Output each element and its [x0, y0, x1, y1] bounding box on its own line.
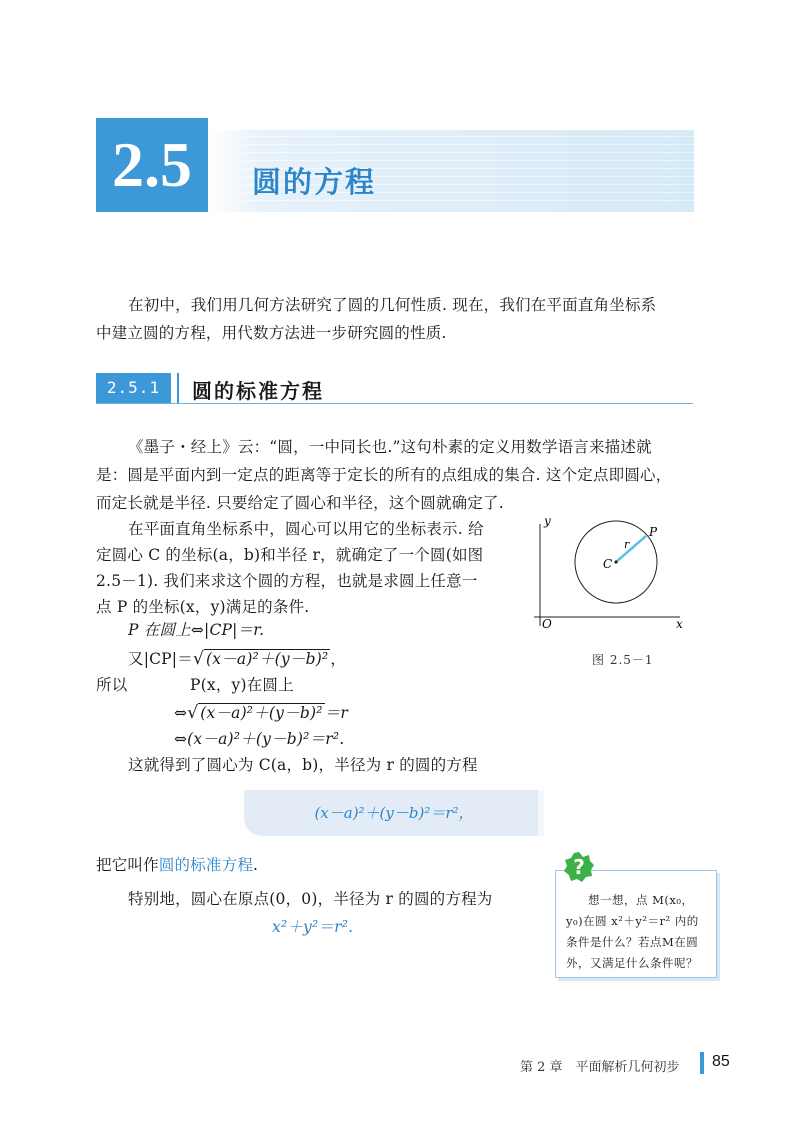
x-label: x	[676, 617, 683, 630]
center-point	[614, 560, 617, 563]
subsection-divider	[177, 373, 179, 403]
circle-figure	[520, 510, 700, 630]
think-line-4: 外，又满足什么条件呢？	[566, 956, 698, 970]
call-it-line	[96, 852, 258, 879]
step2-radicand: (x－a)²＋(y－b)²	[205, 650, 329, 668]
think-line-1: 想一想，点 M(x₀，	[588, 893, 694, 907]
para1-line-3: 而定长就是半径. 只要给定了圆心和半径，这个圆就确定了.	[96, 494, 504, 512]
call-it-prefix: 把它叫作	[96, 856, 159, 874]
think-line-3: 条件是什么？若点M在圆	[566, 935, 699, 949]
standard-equation: (x－a)²＋(y－b)²＝r²，	[314, 804, 474, 822]
so-label: 所以	[96, 676, 128, 694]
subsection-title: 圆的标准方程	[192, 379, 324, 403]
radius-segment	[616, 536, 646, 562]
think-text	[566, 890, 710, 974]
step4-radicand: (x－a)²＋(y－b)²	[200, 704, 323, 722]
question-icon	[563, 851, 595, 883]
call-it-suffix: .	[253, 856, 259, 874]
intro-line-2: 中建立圆的方程，用代数方法进一步研究圆的性质.	[96, 324, 447, 342]
special-line: 特别地，圆心在原点(0，0)，半径为 r 的圆的方程为	[128, 890, 493, 908]
step4-suffix: ＝r	[324, 704, 348, 722]
figure-caption: 图 2.5－1	[592, 653, 654, 667]
derivation-step-2: 又|CP|＝√ (x－a)²＋(y－b)² ，	[128, 649, 347, 669]
y-label: y	[544, 514, 551, 528]
step4-prefix: ⇔	[174, 704, 188, 722]
subsection-underline	[96, 403, 693, 404]
section-number: 2.5	[96, 118, 208, 212]
step2-suffix: ，	[330, 650, 347, 668]
derivation-step-4: ⇔√ (x－a)²＋(y－b)² ＝r	[174, 703, 348, 723]
derivation-step-3: P(x，y)在圆上	[190, 676, 294, 694]
para1-line-2: 是：圆是平面内到一定点的距离等于定长的所有的点组成的集合. 这个定点即圆心，	[96, 466, 672, 484]
origin-label: O	[542, 617, 552, 630]
center-label: C	[603, 557, 613, 571]
footer-bar	[700, 1052, 704, 1074]
para2-line-1: 在平面直角坐标系中，圆心可以用它的坐标表示. 给	[128, 520, 484, 538]
para2-line-4: 点 P 的坐标(x，y)满足的条件.	[96, 598, 310, 616]
para1-line-1: 《墨子・经上》云：“圆，一中同长也.”这句朴素的定义用数学语言来描述就	[128, 438, 652, 456]
derivation-step-1: P 在圆上⇔|CP|＝r.	[128, 621, 265, 639]
special-equation: x²＋y²＝r².	[272, 918, 354, 936]
radius-label: r	[624, 538, 630, 551]
svg-text:?: ?	[573, 855, 585, 879]
derivation-step-5: ⇔(x－a)²＋(y－b)²＝r².	[174, 730, 345, 748]
subsection-number: 2.5.1	[96, 373, 171, 403]
derivation-conclusion: 这就得到了圆心为 C(a，b)，半径为 r 的圆的方程	[128, 756, 478, 774]
intro-line-1: 在初中，我们用几何方法研究了圆的几何性质. 现在，我们在平面直角坐标系	[128, 296, 657, 314]
point-p-label: P	[649, 525, 658, 539]
step2-prefix: 又|CP|＝	[128, 650, 193, 668]
section-title: 圆的方程	[252, 165, 377, 199]
page-number: 85	[712, 1053, 730, 1070]
term-standard-equation: 圆的标准方程	[158, 856, 254, 874]
para2-line-2: 定圆心 C 的坐标(a，b)和半径 r，就确定了一个圆(如图	[96, 546, 484, 564]
para2-line-3: 2.5－1). 我们来求这个圆的方程，也就是求圆上任意一	[96, 572, 478, 590]
footer-chapter: 第 2 章 平面解析几何初步	[520, 1060, 680, 1075]
think-line-2: y₀)在圆 x²＋y²＝r² 内的	[566, 914, 699, 928]
